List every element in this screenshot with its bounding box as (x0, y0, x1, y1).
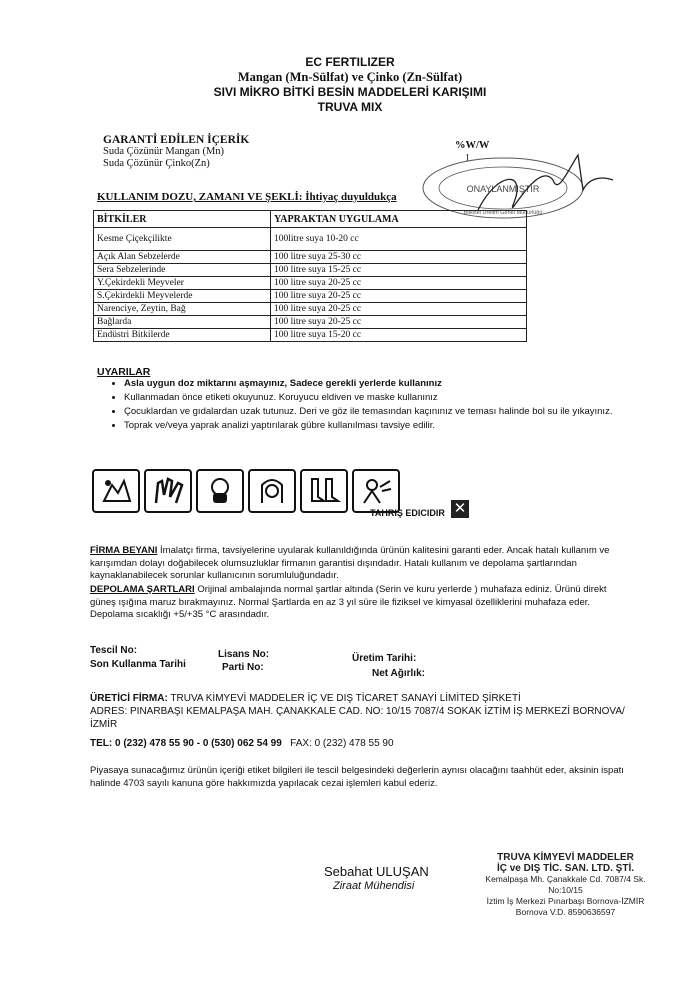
signature-title: Ziraat Mühendisi (333, 880, 415, 892)
eye-wash-icon (352, 469, 400, 513)
storage-paragraph (90, 584, 630, 622)
uretim-label: Üretim Tarihi: (352, 653, 417, 664)
producer-name: TRUVA KİMYEVİ MADDELER İÇ VE DIŞ TİCARET SANAYİ LİMİTED ŞİRKETİ (170, 693, 521, 704)
son-kullanma-label: Son Kullanma Tarihi (90, 659, 186, 670)
tescil-label: Tescil No: (90, 645, 138, 656)
declaration-paragraph (90, 545, 630, 583)
table-row (94, 264, 527, 277)
safety-icons (92, 469, 400, 513)
producer-block (90, 692, 630, 750)
table-cell: 100 litre suya 20-25 cc (271, 290, 527, 303)
face-shield-icon (248, 469, 296, 513)
producer-label: ÜRETİCİ FİRMA: (90, 693, 168, 704)
table-row (94, 316, 527, 329)
stamp-line: Bornova V.D. 8590636597 (515, 907, 616, 917)
hazard-label: TAHRIŞ EDICIDIR (370, 508, 445, 518)
stamp-line: TRUVA KİMYEVİ MADDELER (497, 852, 634, 863)
title-line-2: Mangan (Mn-Sülfat) ve Çinko (Zn-Sülfat) (237, 70, 463, 84)
guarantee-heading: GARANTİ EDİLEN İÇERİK (103, 134, 250, 146)
signature-name: Sebahat ULUŞAN (324, 864, 429, 879)
approval-stamp-ring: Bitkisel Üretim Genel Müdürlüğü (463, 210, 543, 216)
parti-label: Parti No: (222, 662, 264, 673)
title-block (0, 55, 700, 115)
list-item: • Çocuklardan ve gıdalardan uzak tutunuz. Deri ve göz ile temasından kaçınınız ve teması halinde bol su ile yıkayınız. (124, 406, 664, 418)
application-table (93, 210, 527, 342)
guarantee-item: Suda Çözünür Çinko(Zn) (103, 158, 210, 169)
table-cell: Narenciye, Zeytin, Bağ (94, 303, 271, 316)
producer-phone: TEL: 0 (232) 478 55 90 - 0 (530) 062 54 99 (90, 738, 282, 749)
table-header: YAPRAKTAN UYGULAMA (271, 211, 527, 228)
table-row (94, 329, 527, 342)
company-stamp (478, 852, 653, 918)
guarantee-item: Suda Çözünür Mangan (Mn) (103, 146, 225, 157)
mask-icon (196, 469, 244, 513)
table-cell: Y.Çekirdekli Meyveler (94, 277, 271, 290)
producer-address: ADRES: PINARBAŞI KEMALPAŞA MAH. ÇANAKKALE CAD. NO: 10/15 7087/4 SOKAK İZTİM İŞ MERKEZİ BORNOVA/İZMİR (90, 706, 625, 730)
irritant-symbol-icon: ✕ (451, 500, 469, 518)
storage-text: Orijinal ambalajında normal şartlar altında (Serin ve kuru yerlerde ) muhafaza ediniz. Ürünü direkt güneş ışığına maruz bırakmayınız. Normal Şartlarda en az 3 yıl süre ile fiziksel ve kimyasal özelliklerini muhafaza eder. Depolama sıcaklığı +5/+35 °C arasındadır. (90, 584, 607, 620)
declaration-title: FİRMA BEYANI (90, 545, 158, 556)
wash-hands-icon (92, 469, 140, 513)
table-cell: Açık Alan Sebzelerde (94, 251, 271, 264)
usage-heading: KULLANIM DOZU, ZAMANI VE ŞEKLİ: İhtiyaç duyuldukça (97, 191, 397, 203)
net-agirlik-label: Net Ağırlık: (372, 668, 425, 679)
table-cell: 100 litre suya 15-20 cc (271, 329, 527, 342)
stamp-line: İztim İş Merkezi Pınarbaşı Bornova-İZMİR (486, 896, 645, 906)
table-cell: Bağlarda (94, 316, 271, 329)
list-item: • Kullanmadan önce etiketi okuyunuz. Koruyucu eldiven ve maske kullanınız (124, 392, 664, 404)
table-header: BİTKİLER (94, 211, 271, 228)
declaration-text: İmalatçı firma, tavsiyelerine uyularak kullanıldığında ürünün kalitesini garanti eder. Ancak hatalı kullanım ve karışımdan dolayı doğabilecek olumsuzluklar firmanın garantisi dışındadır. Hatalı kullanım ve depolama şartlarından kaynaklanabilecek sorunlar kullanıcının sorumluluğundadır. (90, 545, 610, 581)
table-row (94, 303, 527, 316)
warnings-list (100, 378, 664, 434)
table-cell: Endüstri Bitkilerde (94, 329, 271, 342)
unit-label: %W/W (455, 140, 490, 151)
warnings-heading: UYARILAR (97, 366, 151, 378)
table-cell: 100 litre suya 20-25 cc (271, 277, 527, 290)
gloves-icon (144, 469, 192, 513)
stamp-line: Kemalpaşa Mh. Çanakkale Cd. 7087/4 Sk. No:10/15 (485, 874, 646, 895)
table-row (94, 290, 527, 303)
title-line-3: SIVI MİKRO BİTKİ BESİN MADDELERİ KARIŞIMI (213, 85, 487, 99)
table-cell: 100 litre suya 20-25 cc (271, 303, 527, 316)
boots-icon (300, 469, 348, 513)
storage-title: DEPOLAMA ŞARTLARI (90, 584, 195, 595)
table-cell: 100litre suya 10-20 cc (271, 228, 527, 251)
table-cell: 100 litre suya 20-25 cc (271, 316, 527, 329)
approval-stamp-text: ONAYLANMIŞTIR (466, 184, 540, 194)
commitment-paragraph: Piyasaya sunacağımız ürünün içeriği etiket bilgileri ile tescil belgesindeki değerlerin aynısı olacağını taahhüt eder, aksinin ispatı halinde 4703 sayılı kanuna göre hakkımızda yapılacak cezai işlemleri kabul ederiz. (90, 765, 624, 789)
unit-value: 1 (465, 153, 470, 164)
stamp-line: İÇ ve DIŞ TİC. SAN. LTD. ŞTİ. (496, 863, 635, 874)
table-cell: S.Çekirdekli Meyvelerde (94, 290, 271, 303)
title-line-1: EC FERTILIZER (305, 55, 395, 69)
table-cell: 100 litre suya 15-25 cc (271, 264, 527, 277)
title-line-4: TRUVA MIX (317, 100, 383, 114)
list-item: • Asla uygun doz miktarını aşmayınız, Sadece gerekli yerlerde kullanınız (124, 378, 664, 390)
lisans-label: Lisans No: (218, 649, 270, 660)
table-cell: Sera Sebzelerinde (94, 264, 271, 277)
producer-fax: FAX: 0 (232) 478 55 90 (290, 738, 394, 749)
guarantee-section (103, 134, 249, 170)
table-cell: 100 litre suya 25-30 cc (271, 251, 527, 264)
table-cell: Kesme Çiçekçilikte (94, 228, 271, 251)
list-item: • Toprak ve/veya yaprak analizi yaptırılarak gübre kullanılması tavsiye edilir. (124, 420, 664, 432)
table-row (94, 228, 527, 251)
table-row (94, 251, 527, 264)
table-row (94, 277, 527, 290)
